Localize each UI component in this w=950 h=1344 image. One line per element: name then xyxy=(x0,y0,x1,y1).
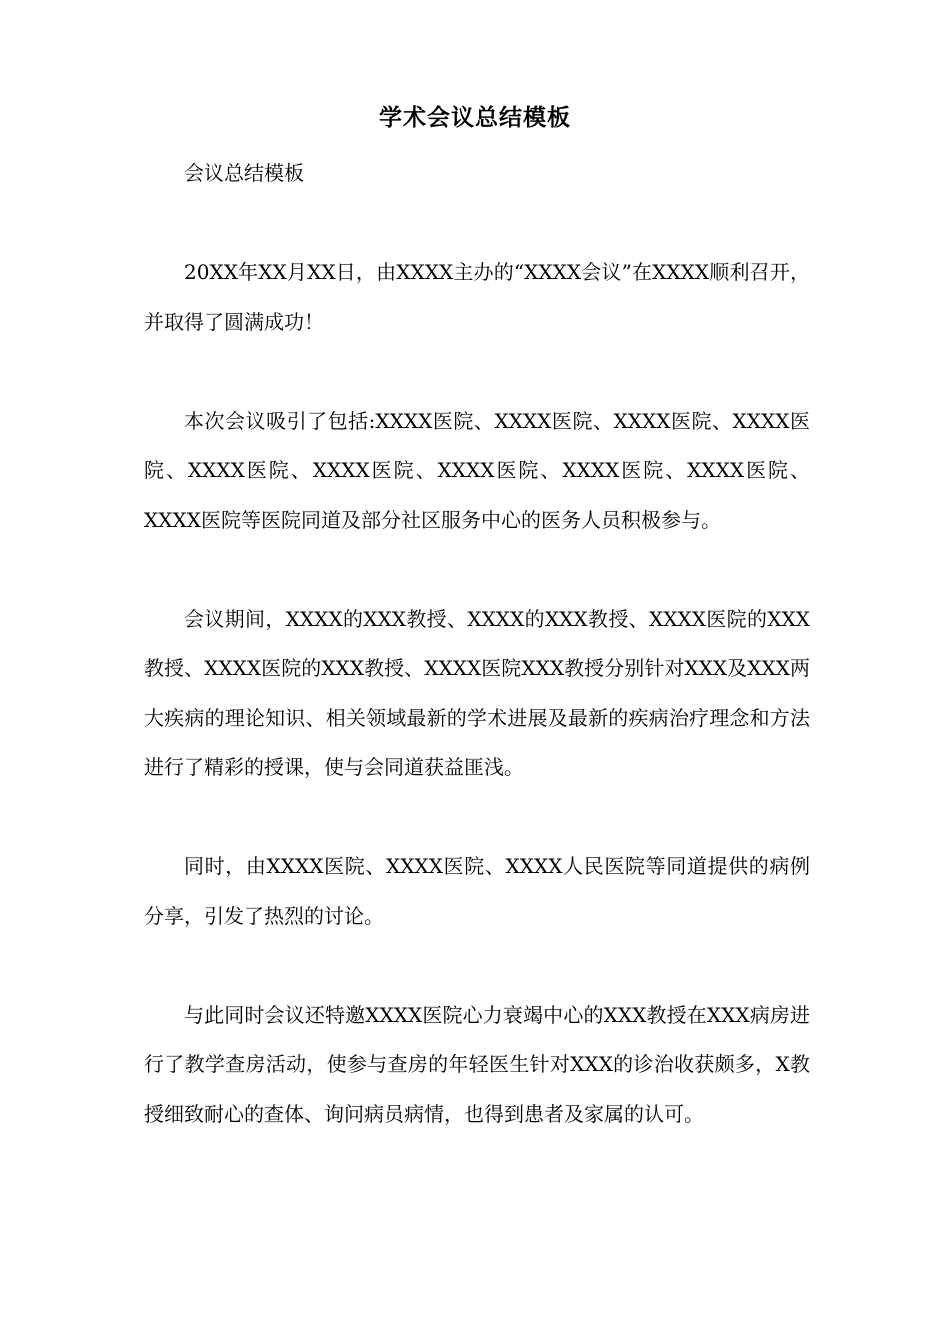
paragraph-lectures: 会议期间，XXXX的XXX教授、XXXX的XXX教授、XXXX医院的XXX教授、XXXX医院的XXX教授、XXXX医院XXX教授分别针对XXX及XXX两大疾病的理论知识、相关领域最新的学术进展及最新的疾病治疗理念和方法进行了精彩的授课，使与会同道获益匪浅。 xyxy=(144,606,810,779)
paragraph-opening: 20XX年XX月XX日，由XXXX主办的“XXXX会议”在XXXX顺利召开，并取得了圆满成功！ xyxy=(144,260,810,334)
paragraph-case-sharing: 同时，由XXXX医院、XXXX医院、XXXX人民医院等同道提供的病例分享，引发了热烈的讨论。 xyxy=(144,854,810,928)
paragraph-spacer xyxy=(144,347,810,397)
paragraph-spacer xyxy=(144,545,810,595)
paragraph-spacer xyxy=(144,199,810,249)
paragraph-attendees: 本次会议吸引了包括:XXXX医院、XXXX医院、XXXX医院、XXXX医院、XXXX医院、XXXX医院、XXXX医院、XXXX医院、XXXX医院、XXXX医院等医院同道及部分社区服务中心的医务人员积极参与。 xyxy=(144,408,810,532)
document-subtitle: 会议总结模板 xyxy=(184,161,304,185)
document-body xyxy=(144,149,810,1139)
document-title: 学术会议总结模板 xyxy=(379,104,571,131)
paragraph-spacer xyxy=(144,793,810,843)
paragraph-spacer xyxy=(144,941,810,991)
paragraph-ward-rounds: 与此同时会议还特邀XXXX医院心力衰竭中心的XXX教授在XXX病房进行了教学查房活动，使参与查房的年轻医生针对XXX的诊治收获颇多，X教授细致耐心的查体、询问病员病情，也得到患者及家属的认可。 xyxy=(144,1002,810,1126)
